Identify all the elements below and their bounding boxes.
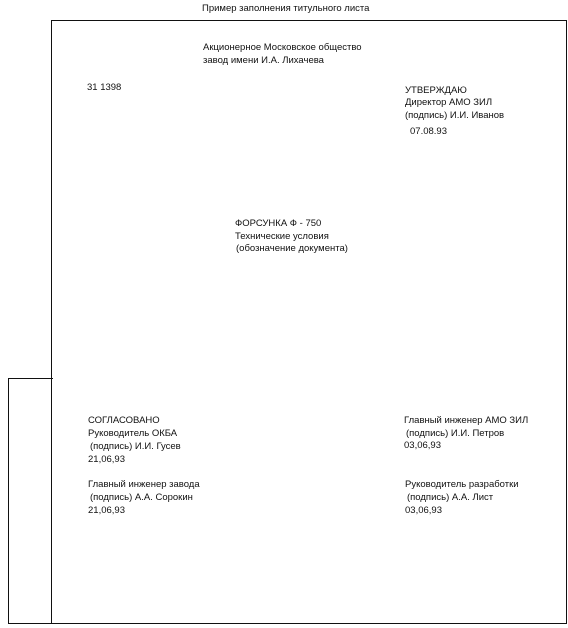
organization-line-2: завод имени И.А. Лихачева — [203, 55, 324, 66]
developer-position: Руководитель разработки — [405, 479, 519, 490]
developer-date: 03,06,93 — [405, 505, 442, 516]
agreed-date: 21,06,93 — [88, 454, 125, 465]
approval-position: Директор АМО ЗИЛ — [405, 97, 493, 108]
product-name: ФОРСУНКА Ф - 750 — [235, 218, 322, 229]
approval-signature: (подпись) И.И. Иванов — [405, 110, 505, 121]
plant-engineer-date: 21,06,93 — [88, 505, 125, 516]
product-designation: (обозначение документа) — [236, 243, 348, 254]
page-caption: Пример заполнения титульного листа — [202, 3, 370, 14]
product-doc-type: Технические условия — [235, 231, 329, 242]
chief-engineer-position: Главный инженер АМО ЗИЛ — [404, 415, 529, 426]
approval-title: УТВЕРЖДАЮ — [405, 85, 467, 96]
approval-date: 07.08.93 — [410, 126, 447, 137]
plant-engineer-position: Главный инженер завода — [88, 479, 200, 490]
chief-engineer-date: 03,06,93 — [404, 440, 441, 451]
agreed-signature: (подпись) И.И. Гусев — [90, 441, 181, 452]
agreed-title: СОГЛАСОВАНО — [88, 415, 160, 426]
plant-engineer-signature: (подпись) А.А. Сорокин — [90, 492, 193, 503]
chief-engineer-signature: (подпись) И.И. Петров — [406, 428, 505, 439]
document-code: 31 1398 — [87, 82, 122, 93]
binding-stub — [8, 378, 53, 624]
agreed-position: Руководитель ОКБА — [88, 428, 178, 439]
developer-signature: (подпись) А.А. Лист — [407, 492, 494, 503]
organization-line-1: Акционерное Московское общество — [203, 42, 362, 53]
